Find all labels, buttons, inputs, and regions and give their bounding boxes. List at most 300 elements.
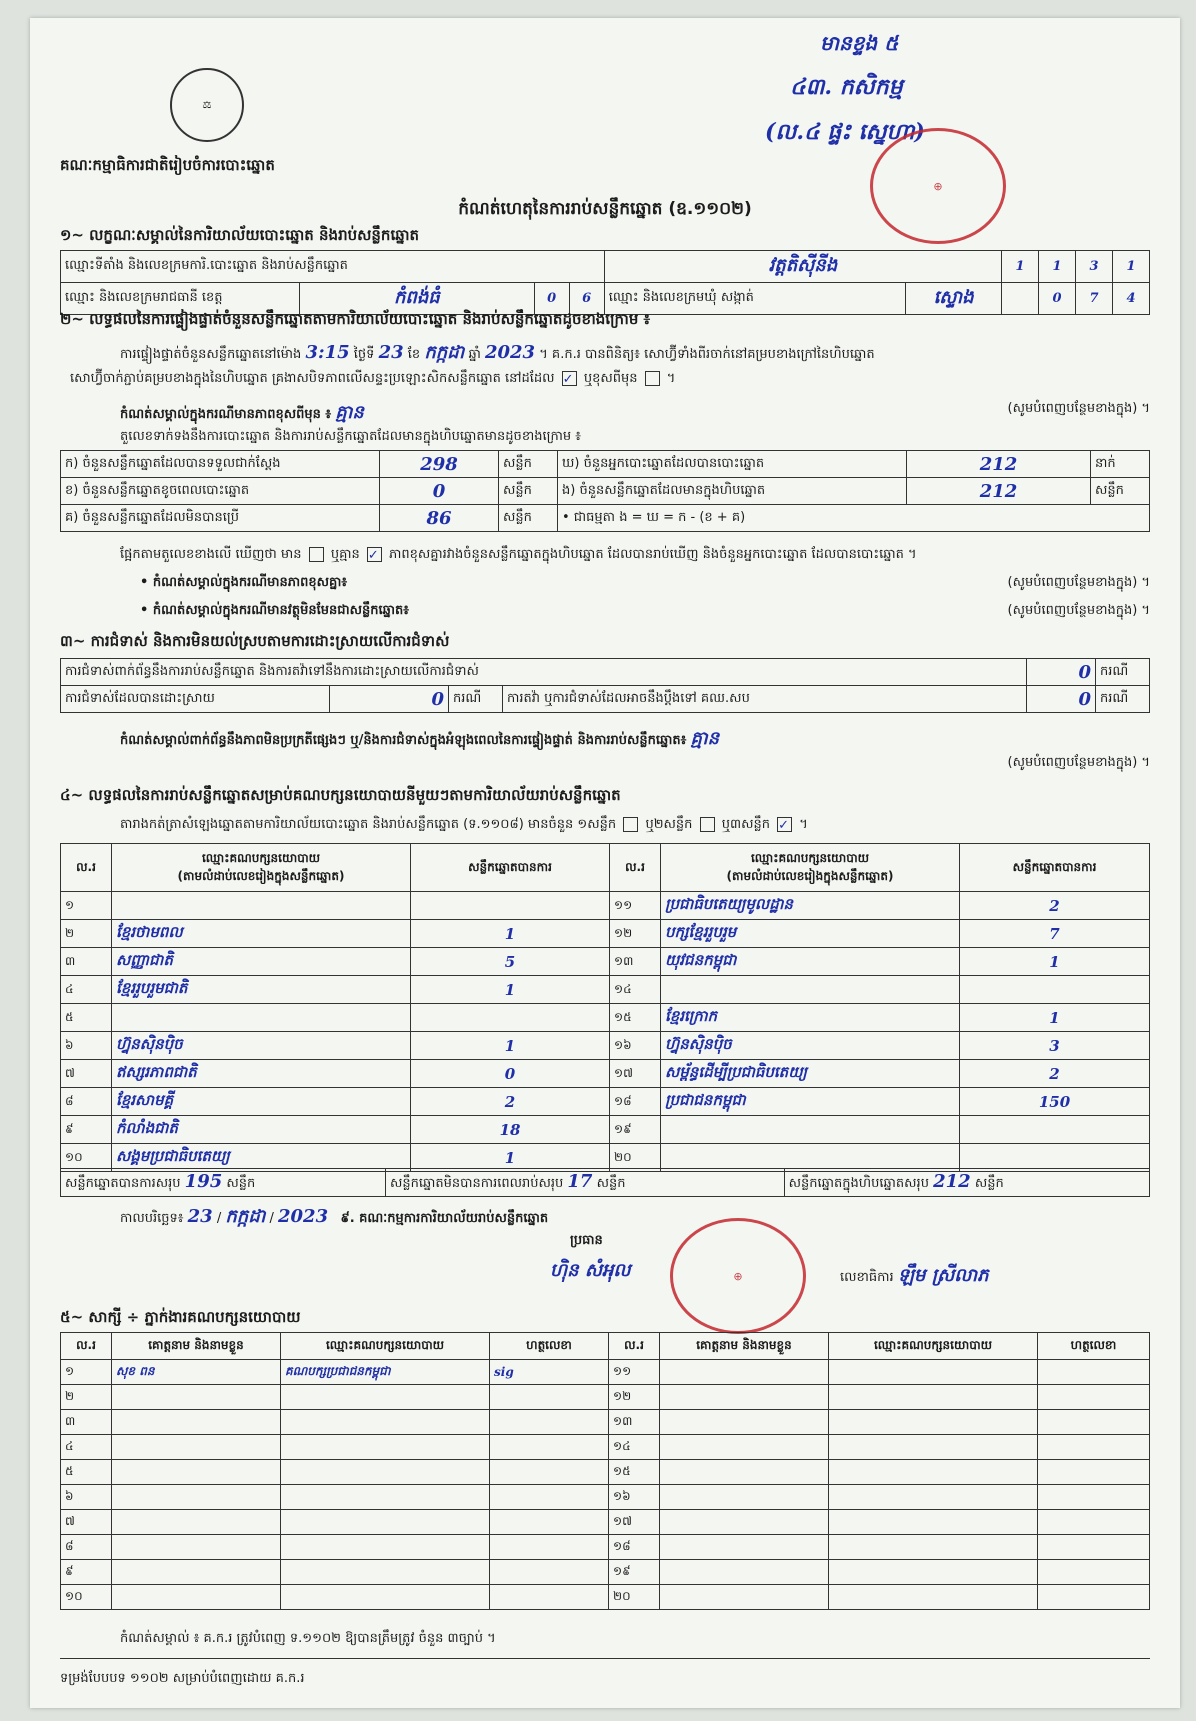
vote-count: 18 [411, 1116, 610, 1144]
row-number: ១៦ [610, 1032, 661, 1060]
bottom-note: កំណត់សម្គាល់ ៖ គ.ក.រ ត្រូវបំពេញ ទ.១១០២ ឱ្យបានត្រឹមត្រូវ ចំនួន ៣ច្បាប់ ។ [120, 1631, 496, 1646]
witness-party [281, 1560, 490, 1585]
party-name [112, 1004, 411, 1032]
witness-signature [490, 1535, 609, 1560]
vote-count: 7 [960, 920, 1150, 948]
witness-name [112, 1435, 281, 1460]
total-ballots [784, 1169, 1149, 1197]
date-month: កក្កដា [225, 1206, 266, 1227]
table-row [61, 1460, 1150, 1485]
fig-value: 298 [380, 451, 499, 478]
table-row [61, 1510, 1150, 1535]
row-number: ១៧ [609, 1510, 660, 1535]
total-invalid [385, 1169, 784, 1197]
witness-name [660, 1360, 829, 1385]
vote-count: 1 [411, 1144, 610, 1172]
vote-count: 1 [411, 1032, 610, 1060]
row-number: ១៣ [610, 948, 661, 976]
party-name: សញ្ញាជាតិ [112, 948, 411, 976]
witness-party [281, 1460, 490, 1485]
row-number: ៩ [61, 1560, 112, 1585]
row-number: ៩ [61, 1116, 112, 1144]
witness-signature [490, 1435, 609, 1460]
row-number: ១២ [610, 920, 661, 948]
official-stamp-bottom: ⊕ [670, 1218, 806, 1334]
vote-count: 3 [960, 1032, 1150, 1060]
fig-unit: សន្លឹក [1091, 478, 1150, 505]
party-name: សង្គមប្រជាធិបតេយ្យ [112, 1144, 411, 1172]
witness-name [660, 1435, 829, 1460]
vote-count: 1 [960, 1004, 1150, 1032]
secretary-line [840, 1263, 989, 1290]
fig-value: 86 [380, 505, 499, 532]
witness-party [281, 1535, 490, 1560]
witness-body [61, 1360, 1150, 1610]
label: សន្លឹកឆ្នោតបានការសរុប [65, 1176, 181, 1191]
official-stamp-top: ⊕ [870, 128, 1006, 244]
different-checkbox[interactable] [645, 371, 660, 386]
row-number: ១១ [609, 1360, 660, 1385]
text: ថ្ងៃទី [353, 347, 375, 362]
col-no: ល.រ [61, 1333, 112, 1360]
witness-signature [490, 1485, 609, 1510]
col-no: ល.រ [610, 844, 661, 892]
unit: ករណី [1096, 659, 1150, 686]
col-party [112, 844, 411, 892]
witness-signature [1038, 1460, 1150, 1485]
row-number: ៨ [61, 1535, 112, 1560]
witness-party [829, 1485, 1038, 1510]
row-number: ៣ [61, 1410, 112, 1435]
row-number: ១៥ [609, 1460, 660, 1485]
col-votes: សន្លឹកឆ្នោតបានការ [960, 844, 1150, 892]
witness-name [112, 1535, 281, 1560]
fig-unit: នាក់ [1091, 451, 1150, 478]
row-number: ៤ [61, 976, 112, 1004]
results-body [61, 892, 1150, 1172]
table-row [61, 1410, 1150, 1435]
note-tail: (សូមបំពេញបន្ថែមខាងក្នុង) ។ [1007, 401, 1150, 416]
two-sheet-checkbox[interactable] [700, 817, 715, 832]
fig-label: ក) ចំនួនសន្លឹកឆ្នោតដែលបានទទួលជាក់ស្តែង [61, 451, 380, 478]
table-row [61, 1385, 1150, 1410]
table-row [61, 1360, 1150, 1385]
row-number: ១ [61, 1360, 112, 1385]
table-row [61, 1535, 1150, 1560]
fig-unit: សន្លឹក [499, 505, 558, 532]
witness-party [829, 1535, 1038, 1560]
row-number: ១០ [61, 1585, 112, 1610]
table-row [61, 920, 1150, 948]
unit: ករណី [449, 686, 503, 713]
party-name: ប្រជាធិបតេយ្យមូលដ្ឋាន [661, 892, 960, 920]
secretary-signature: ឡឹម ស្រីលាភ [897, 1265, 989, 1286]
table-row [61, 1116, 1150, 1144]
figures-table [60, 450, 1150, 532]
witness-party [281, 1485, 490, 1510]
witness-name [660, 1485, 829, 1510]
unit: ករណី [1096, 686, 1150, 713]
province-digit: 0 [534, 283, 569, 315]
note-label: កំណត់សម្គាល់ក្នុងករណីមានភាពខុសពីមុន ៖ [120, 407, 332, 422]
witness-name [112, 1510, 281, 1535]
party-name: កំលាំងជាតិ [112, 1116, 411, 1144]
bullet-label: • កំណត់សម្គាល់ក្នុងករណីមានវត្ថុមិនមែនជាសន្លឹកឆ្នោត៖ [140, 603, 409, 618]
table-row [61, 1032, 1150, 1060]
no-diff-checkbox[interactable]: ✓ [367, 547, 382, 562]
row-number: ២ [61, 1385, 112, 1410]
row-number: ៤ [61, 1435, 112, 1460]
section-3-heading: ៣~ ការជំទាស់ និងការមិនយល់ស្របតាមការដោះស្រាយលើការជំទាស់ [60, 632, 450, 650]
vote-count: 2 [411, 1088, 610, 1116]
party-name: ខ្មែរថាមពល [112, 920, 411, 948]
note-value: គ្មាន [690, 728, 720, 749]
witness-name [660, 1460, 829, 1485]
witness-party [281, 1435, 490, 1460]
fig-label: ខ) ចំនួនសន្លឹកឆ្នោតខូចពេលបោះឆ្នោត [61, 478, 380, 505]
party-name: យុវជនកម្ពុជា [661, 948, 960, 976]
location-digit: 1 [1039, 251, 1076, 283]
witness-signature [490, 1410, 609, 1435]
section-1-heading: ១~ លក្ខណៈសម្គាល់នៃការិយាល័យបោះឆ្នោត និងរាប់សន្លឹកឆ្នោត [60, 226, 420, 244]
vote-count: 1 [960, 948, 1150, 976]
witness-signature [1038, 1560, 1150, 1585]
row-number: ១២ [609, 1385, 660, 1410]
month-value: កក្កដា [424, 342, 465, 363]
date-day: 23 [187, 1206, 213, 1227]
vote-count [960, 1116, 1150, 1144]
vote-count [411, 892, 610, 920]
three-sheet-checkbox[interactable]: ✓ [777, 817, 792, 832]
handwritten-top-1: មានខ្ទង ៥ [820, 31, 899, 55]
col-party: ឈ្មោះគណបក្សនយោបាយ [281, 1333, 490, 1360]
unit: សន្លឹក [974, 1176, 1004, 1191]
text: ។ គ.ក.រ បានពិនិត្យ៖ សោហ្វ៊ីទាំងពីរចាក់នៅគម្របខាងក្រៅនៃហិបឆ្នោត [539, 347, 875, 362]
location-digit: 1 [1002, 251, 1039, 283]
bullet-1 [140, 574, 1150, 593]
witness-name [112, 1410, 281, 1435]
witness-party [829, 1510, 1038, 1535]
form-title: កំណត់ហេតុនៃការរាប់សន្លឹកឆ្នោត (ឧ.១១០២) [458, 199, 752, 219]
fig-label: ង) ចំនួនសន្លឹកឆ្នោតដែលមានក្នុងហិបឆ្នោត [558, 478, 907, 505]
verification-paragraph [120, 340, 1150, 367]
witness-name [660, 1560, 829, 1585]
handwritten-top-3: (ល.៤ ផ្ទះ ស្នេហា) [765, 119, 925, 145]
witness-name [112, 1385, 281, 1410]
row-number: ១៥ [610, 1004, 661, 1032]
totals-row [60, 1168, 1150, 1197]
row-number: ៣ [61, 948, 112, 976]
row-number: ១៩ [610, 1116, 661, 1144]
row-number: ៨ [61, 1088, 112, 1116]
year-value: 2023 [484, 342, 536, 363]
witness-signature [1038, 1385, 1150, 1410]
org-name: គណៈកម្មាធិការជាតិរៀបចំការបោះឆ្នោត [60, 156, 275, 174]
fig-label: ឃ) ចំនួនអ្នកបោះឆ្នោតដែលបានបោះឆ្នោត [558, 451, 907, 478]
witness-signature [490, 1460, 609, 1485]
day-value: 23 [378, 342, 404, 363]
commune-digit: 4 [1113, 283, 1150, 315]
witness-signature [1038, 1510, 1150, 1535]
resolved-label: ការជំទាស់ដែលបានដោះស្រាយ [61, 686, 330, 713]
witness-table [60, 1332, 1150, 1610]
fig-unit: សន្លឹក [499, 478, 558, 505]
party-name: សម្ព័ន្ធដើម្បីប្រជាធិបតេយ្យ [661, 1060, 960, 1088]
witness-name: សុខ ពន [112, 1360, 281, 1385]
section-2-heading: ២~ លទ្ធផលនៃការផ្ទៀងផ្ទាត់ចំនួនសន្លឹកឆ្នោតតាមការិយាល័យបោះឆ្នោត និងរាប់សន្លឹកឆ្នោតដូចខាងក្រោម ៖ [60, 310, 651, 328]
label: សន្លឹកឆ្នោតក្នុងហិបឆ្នោតសរុប [788, 1176, 929, 1191]
witness-name [112, 1460, 281, 1485]
col-signature: ហត្ថលេខា [490, 1333, 609, 1360]
row-number: ២ [61, 920, 112, 948]
total-valid [61, 1169, 386, 1197]
discrepancy-line [120, 546, 1150, 565]
witness-party [829, 1560, 1038, 1585]
party-name: ហ្វ៊ុនស៊ិនប៉ិច [661, 1032, 960, 1060]
witness-party [829, 1585, 1038, 1610]
witness-name [660, 1585, 829, 1610]
table-row [61, 1585, 1150, 1610]
province-value: កំពង់ធំ [300, 283, 535, 315]
text: តារាងកត់ត្រាសំឡេងឆ្នោតតាមការិយាល័យបោះឆ្នោត និងរាប់សន្លឹកឆ្នោត (ទ.១១០៨) មានចំនួន ១សន្លឹក [120, 817, 617, 832]
col-party-title: ឈ្មោះគណបក្សនយោបាយ [750, 850, 870, 865]
commune-digit: 0 [1039, 283, 1076, 315]
row-number: ៥ [61, 1004, 112, 1032]
row-number: ១៤ [610, 976, 661, 1004]
figures-intro: តួលេខទាក់ទងនឹងការបោះឆ្នោត និងការរាប់សន្លឹកឆ្នោតដែលមានក្នុងហិបឆ្នោតមានដូចខាងក្រោម ៖ [120, 429, 581, 444]
irregularity-tail: (សូមបំពេញបន្ថែមខាងក្នុង) ។ [1007, 755, 1150, 770]
complaint-value: 0 [1027, 659, 1096, 686]
witness-signature [1038, 1360, 1150, 1385]
one-sheet-checkbox[interactable] [623, 817, 638, 832]
unit: សន្លឹក [596, 1176, 626, 1191]
value: 17 [567, 1171, 593, 1192]
tally-sheet-line: តារាងកត់ត្រាសំឡេងឆ្នោតតាមការិយាល័យបោះឆ្នោត និងរាប់សន្លឹកឆ្នោត (ទ.១១០៨) មានចំនួន ១សន្លឹក ឬ២សន្លឹក ឬ៣សន្លឹក ✓ ។ [120, 817, 808, 833]
chair-signature: ហ៊ិន សំអុល [550, 1260, 631, 1281]
col-party-title: ឈ្មោះគណបក្សនយោបាយ [201, 850, 321, 865]
witness-party [281, 1385, 490, 1410]
irregularity-note [120, 726, 1150, 753]
table-row [61, 1485, 1150, 1510]
text: ផ្អែកតាមតួលេខខាងលើ ឃើញថា មាន [120, 547, 302, 562]
party-name [661, 1116, 960, 1144]
province-label: ឈ្មោះ និងលេខក្រមរាជធានី ខេត្ត [61, 283, 300, 315]
party-name: ឥស្សរភាពជាតិ [112, 1060, 411, 1088]
witness-signature: sig [490, 1360, 609, 1385]
row-number: ៦ [61, 1485, 112, 1510]
formula: • ជាធម្មតា ង = ឃ = ក - (ខ + គ) [558, 505, 1150, 532]
witness-party [281, 1510, 490, 1535]
text: ភាពខុសគ្នារវាងចំនួនសន្លឹកឆ្នោតក្នុងហិបឆ្នោត ដែលបានរាប់ឃើញ និងចំនួនអ្នកបោះឆ្នោត ដែលបានបោះឆ្នោត ។ [389, 547, 917, 562]
form-sheet [30, 18, 1180, 1708]
table-row [61, 1560, 1150, 1585]
commune-value: ស្ទោង [906, 283, 1002, 315]
row-number: ១៩ [609, 1560, 660, 1585]
col-party-sub: (តាមលំដាប់លេខរៀងក្នុងសន្លឹកឆ្នោត) [726, 868, 894, 883]
commune-digit-blank [1002, 283, 1039, 315]
bullet-2 [140, 602, 1150, 621]
witness-signature [490, 1385, 609, 1410]
witness-name [660, 1510, 829, 1535]
witness-signature [490, 1585, 609, 1610]
row-number: ៦ [61, 1032, 112, 1060]
province-digit: 6 [569, 283, 604, 315]
table-row [61, 1004, 1150, 1032]
party-name: ហ្វ៊ុនស៊ិនប៉ិច [112, 1032, 411, 1060]
row-number: ១៨ [610, 1088, 661, 1116]
bullet-tail: (សូមបំពេញបន្ថែមខាងក្នុង) ។ [1007, 575, 1150, 590]
chair-label: ប្រធាន [570, 1233, 603, 1248]
text: សោហ្វ៊ីចាក់ភ្ជាប់គម្របខាងក្នុងនៃហិបឆ្នោត គ្រងាសបិទភាពលើសន្ទះប្រឡោះសិកសន្លឹកឆ្នោត នៅដដែល [70, 371, 555, 386]
fig-value: 212 [907, 478, 1091, 505]
witness-name [112, 1485, 281, 1510]
vote-count: 5 [411, 948, 610, 976]
complaint-label: ការជំទាស់ពាក់ព័ន្ធនឹងការរាប់សន្លឹកឆ្នោត និងការតវ៉ាទៅនឹងការដោះស្រាយលើការជំទាស់ [61, 659, 1027, 686]
vote-count: 2 [960, 892, 1150, 920]
row-number: ១៨ [609, 1535, 660, 1560]
value: 195 [184, 1171, 223, 1192]
witness-name [112, 1585, 281, 1610]
witness-party [829, 1410, 1038, 1435]
party-name: ប្រជាជនកម្ពុជា [661, 1088, 960, 1116]
note-label: កំណត់សម្គាល់ពាក់ព័ន្ធនឹងភាពមិនប្រក្រតីផ្សេងៗ ឬ/និងការជំទាស់ក្នុងអំឡុងពេលនៃការផ្ទៀងផ្ទាត់ និងការរាប់សន្លឹកឆ្នោត៖ [120, 733, 687, 748]
commune-label: ឈ្មោះ និងលេខក្រមឃុំ សង្កាត់ [604, 283, 905, 315]
witness-party [829, 1385, 1038, 1410]
party-name: បក្សខ្មែររួបរួម [661, 920, 960, 948]
fig-value: 212 [907, 451, 1091, 478]
bullet-tail: (សូមបំពេញបន្ថែមខាងក្នុង) ។ [1007, 603, 1150, 618]
location-digit: 3 [1076, 251, 1113, 283]
witness-signature [1038, 1585, 1150, 1610]
resolved-value: 0 [330, 686, 449, 713]
row-number: ១ [61, 892, 112, 920]
witness-signature [1038, 1535, 1150, 1560]
witness-party [829, 1435, 1038, 1460]
label: សន្លឹកឆ្នោតមិនបានការពេលរាប់សរុប [389, 1176, 564, 1191]
table-row [61, 892, 1150, 920]
form-footer: ទម្រង់បែបបទ ១១០២ សម្រាប់បំពេញដោយ គ.ក.រ [60, 1671, 305, 1686]
party-name: ខ្មែររួបរួមជាតិ [112, 976, 411, 1004]
table-row [61, 1060, 1150, 1088]
party-name [661, 976, 960, 1004]
col-no: ល.រ [61, 844, 112, 892]
row-number: ១០ [61, 1144, 112, 1172]
difference-note [120, 400, 1150, 427]
vote-count: 0 [411, 1060, 610, 1088]
location-value: វត្តតិស៊ីនីង [604, 251, 1001, 283]
table-row [61, 948, 1150, 976]
text: ឬគ្មាន [330, 547, 360, 562]
location-digit: 1 [1113, 251, 1150, 283]
section-4-heading: ៤~ លទ្ធផលនៃការរាប់សន្លឹកឆ្នោតសម្រាប់គណបក្សនយោបាយនីមួយៗតាមការិយាល័យរាប់សន្លឹកឆ្នោត [60, 786, 621, 804]
vote-count: 1 [411, 976, 610, 1004]
fig-label: គ) ចំនួនសន្លឹកឆ្នោតដែលមិនបានប្រើ [61, 505, 380, 532]
witness-party [281, 1585, 490, 1610]
table-row [61, 1088, 1150, 1116]
unit: សន្លឹក [226, 1176, 256, 1191]
same-checkbox[interactable]: ✓ [562, 371, 577, 386]
fig-value: 0 [380, 478, 499, 505]
text: ឆ្នាំ [468, 347, 481, 362]
complaints-table [60, 658, 1150, 713]
vote-count: 1 [411, 920, 610, 948]
party-name [112, 892, 411, 920]
witness-signature [1038, 1435, 1150, 1460]
witness-name [660, 1535, 829, 1560]
section-1-table [60, 250, 1150, 315]
text: កាលបរិច្ឆេទ៖ [120, 1211, 184, 1226]
col-name: គោត្តនាម និងនាមខ្លួន [660, 1333, 829, 1360]
witness-signature [490, 1510, 609, 1535]
table-row [61, 976, 1150, 1004]
section-5-heading: ៥~ សាក្សី ÷ ភ្នាក់ងារគណបក្សនយោបាយ [60, 1308, 301, 1326]
appeal-label: ការតវ៉ា ឬការជំទាស់ដែលអាចនឹងប្តឹងទៅ គឈ.សប [503, 686, 1027, 713]
row-number: ៧ [61, 1510, 112, 1535]
vote-count: 150 [960, 1088, 1150, 1116]
seal-paragraph: សោហ្វ៊ីចាក់ភ្ជាប់គម្របខាងក្នុងនៃហិបឆ្នោត គ្រងាសបិទភាពលើសន្ទះប្រឡោះសិកសន្លឹកឆ្នោត នៅដដែល ✓ ឬខុសពីមុន ។ [70, 371, 676, 387]
col-no: ល.រ [609, 1333, 660, 1360]
committee-label: ៩. គណៈកម្មការការិយាល័យរាប់សន្លឹកឆ្នោត [340, 1211, 549, 1226]
witness-name [660, 1410, 829, 1435]
row-number: ៥ [61, 1460, 112, 1485]
witness-party [829, 1460, 1038, 1485]
bullet-label: • កំណត់សម្គាល់ក្នុងករណីមានភាពខុសគ្នា៖ [140, 575, 348, 590]
col-votes: សន្លឹកឆ្នោតបានការ [411, 844, 610, 892]
text: ឬ៣សន្លឹក [721, 817, 770, 832]
value: 212 [933, 1171, 971, 1192]
witness-name [112, 1560, 281, 1585]
witness-signature [490, 1560, 609, 1585]
appeal-value: 0 [1027, 686, 1096, 713]
row-number: ២០ [610, 1144, 661, 1172]
handwritten-top-2: ៤៣. កសិកម្ម [790, 74, 903, 100]
text: ខែ [407, 347, 421, 362]
row-number: ៧ [61, 1060, 112, 1088]
witness-name [660, 1385, 829, 1410]
col-name: គោត្តនាម និងនាមខ្លួន [112, 1333, 281, 1360]
party-name: ខ្មែរក្រោក [661, 1004, 960, 1032]
row-number: ១១ [610, 892, 661, 920]
row-number: ១៣ [609, 1410, 660, 1435]
vote-count [411, 1004, 610, 1032]
has-diff-checkbox[interactable] [309, 547, 324, 562]
divider [60, 1658, 1150, 1659]
witness-signature [1038, 1410, 1150, 1435]
nec-logo: ⚖ [170, 68, 244, 142]
col-party [661, 844, 960, 892]
fig-unit: សន្លឹក [499, 451, 558, 478]
text: ឬខុសពីមុន [583, 371, 638, 386]
col-party-sub: (តាមលំដាប់លេខរៀងក្នុងសន្លឹកឆ្នោត) [177, 868, 345, 883]
results-table [60, 843, 1150, 1172]
row-number: ១៤ [609, 1435, 660, 1460]
secretary-label: លេខាធិការ [840, 1270, 894, 1285]
witness-party: គណបក្សប្រជាជនកម្ពុជា [281, 1360, 490, 1385]
date-year: 2023 [278, 1206, 329, 1227]
note-value: គ្មាន [335, 402, 364, 423]
row-number: ២០ [609, 1585, 660, 1610]
col-signature: ហត្ថលេខា [1038, 1333, 1150, 1360]
text: ឬ២សន្លឹក [645, 817, 693, 832]
witness-party [829, 1360, 1038, 1385]
table-row [61, 1435, 1150, 1460]
time-value: 3:15 [305, 342, 350, 363]
col-party: ឈ្មោះគណបក្សនយោបាយ [829, 1333, 1038, 1360]
location-label: ឈ្មោះទីតាំង និងលេខក្រមការិ.បោះឆ្នោត និងរាប់សន្លឹកឆ្នោត [61, 251, 605, 283]
witness-party [281, 1410, 490, 1435]
party-name: ខ្មែរសាមគ្គី [112, 1088, 411, 1116]
text: ការផ្ទៀងផ្ទាត់ចំនួនសន្លឹកឆ្នោតនៅម៉ោង [120, 347, 302, 362]
